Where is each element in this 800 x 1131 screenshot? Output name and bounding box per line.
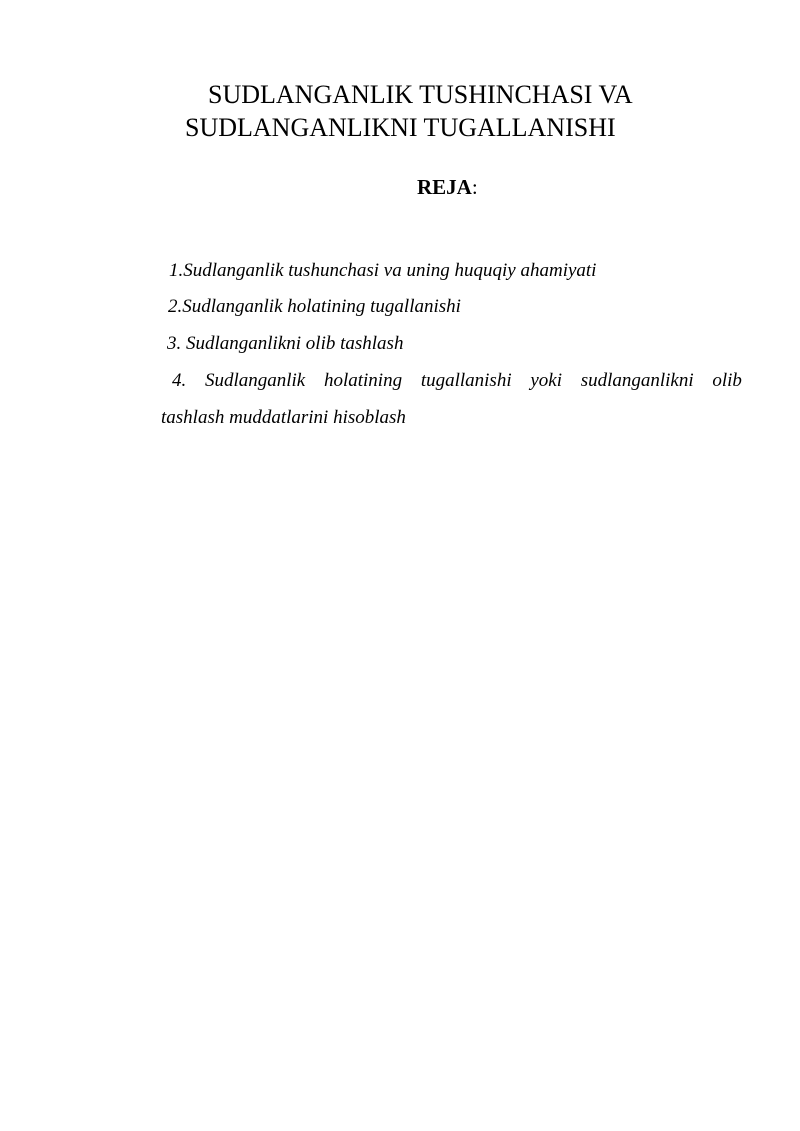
plan-item-3: 3. Sudlanganlikni olib tashlash	[167, 333, 404, 354]
plan-item-4-word: yoki	[530, 370, 562, 391]
plan-item-4-word: 4.	[172, 370, 187, 391]
plan-item-4-line-1	[172, 369, 742, 393]
plan-item-4-line-2: tashlash muddatlarini hisoblash	[161, 407, 406, 428]
plan-item-4-word: holatining	[323, 370, 403, 391]
plan-item-4-word: sudlanganlikni	[580, 370, 694, 391]
plan-item-4-word: Sudlanganlik	[204, 370, 306, 391]
document-title-line-1: SUDLANGANLIK TUSHINCHASI VA	[208, 80, 633, 109]
plan-item-1: 1.Sudlanganlik tushunchasi va uning huquqiy ahamiyati	[169, 260, 597, 281]
plan-heading-word: REJA	[417, 175, 472, 199]
plan-item-4-word: olib	[712, 370, 742, 391]
plan-item-4-word: tugallanishi	[420, 370, 512, 391]
plan-item-2: 2.Sudlanganlik holatining tugallanishi	[168, 296, 461, 317]
document-title-line-2: SUDLANGANLIKNI TUGALLANISHI	[185, 113, 616, 142]
plan-heading	[417, 175, 478, 199]
plan-heading-colon: :	[471, 175, 478, 199]
